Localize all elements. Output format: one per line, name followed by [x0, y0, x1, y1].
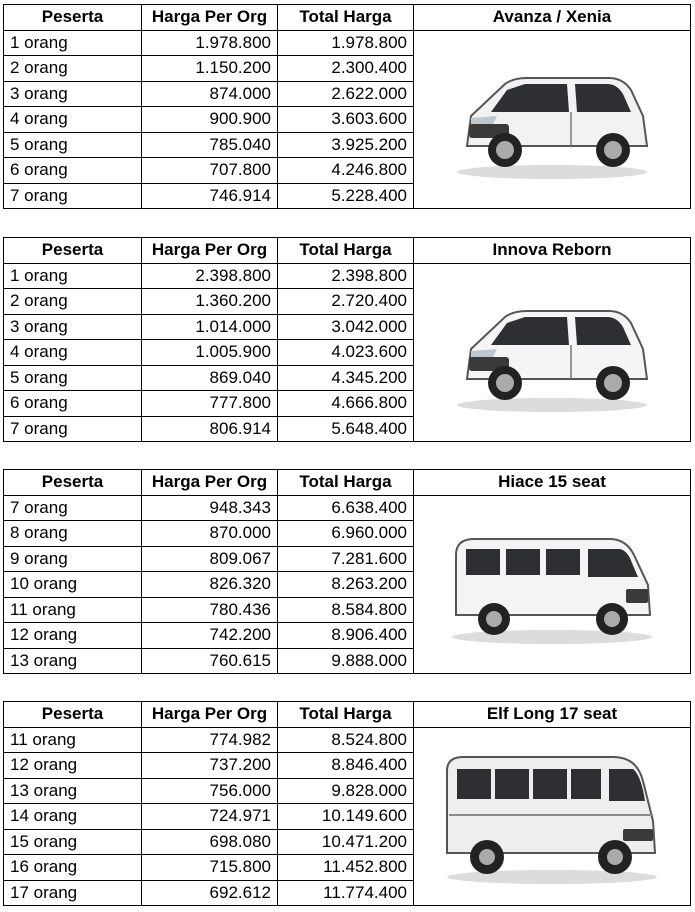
cell-harga-per-org: 774.982 [142, 727, 278, 753]
cell-harga-per-org: 1.005.900 [142, 340, 278, 366]
price-table-block [3, 701, 690, 906]
cell-peserta: 12 orang [4, 623, 142, 649]
cell-total-harga: 9.888.000 [278, 648, 414, 674]
mpv-car-icon [420, 54, 684, 184]
cell-peserta: 6 orang [4, 391, 142, 417]
cell-total-harga: 3.042.000 [278, 314, 414, 340]
cell-peserta: 7 orang [4, 183, 142, 209]
cell-peserta: 6 orang [4, 158, 142, 184]
cell-total-harga: 7.281.600 [278, 546, 414, 572]
cell-total-harga: 4.023.600 [278, 340, 414, 366]
cell-harga-per-org: 756.000 [142, 778, 278, 804]
cell-harga-per-org: 1.150.200 [142, 56, 278, 82]
cell-harga-per-org: 746.914 [142, 183, 278, 209]
cell-peserta: 13 orang [4, 648, 142, 674]
cell-total-harga: 8.906.400 [278, 623, 414, 649]
cell-peserta: 2 orang [4, 56, 142, 82]
table-row [4, 263, 691, 289]
cell-harga-per-org: 777.800 [142, 391, 278, 417]
vehicle-image-cell [414, 727, 691, 906]
vehicle-title: Innova Reborn [414, 238, 691, 264]
price-table [3, 4, 691, 209]
cell-total-harga: 8.524.800 [278, 727, 414, 753]
cell-peserta: 4 orang [4, 107, 142, 133]
cell-peserta: 15 orang [4, 829, 142, 855]
cell-total-harga: 4.666.800 [278, 391, 414, 417]
price-table [3, 469, 691, 674]
cell-harga-per-org: 1.014.000 [142, 314, 278, 340]
cell-peserta: 1 orang [4, 263, 142, 289]
cell-peserta: 1 orang [4, 30, 142, 56]
cell-total-harga: 3.603.600 [278, 107, 414, 133]
cell-total-harga: 6.960.000 [278, 521, 414, 547]
price-table-block [3, 237, 690, 442]
cell-peserta: 11 orang [4, 727, 142, 753]
cell-peserta: 10 orang [4, 572, 142, 598]
header-total-harga: Total Harga [278, 702, 414, 728]
cell-peserta: 9 orang [4, 546, 142, 572]
cell-peserta: 8 orang [4, 521, 142, 547]
cell-peserta: 3 orang [4, 81, 142, 107]
cell-harga-per-org: 1.978.800 [142, 30, 278, 56]
table-row [4, 30, 691, 56]
cell-peserta: 12 orang [4, 753, 142, 779]
cell-total-harga: 4.246.800 [278, 158, 414, 184]
cell-total-harga: 10.149.600 [278, 804, 414, 830]
cell-harga-per-org: 870.000 [142, 521, 278, 547]
cell-total-harga: 3.925.200 [278, 132, 414, 158]
cell-harga-per-org: 809.067 [142, 546, 278, 572]
header-total-harga: Total Harga [278, 470, 414, 496]
header-harga-per-org: Harga Per Org [142, 702, 278, 728]
cell-harga-per-org: 742.200 [142, 623, 278, 649]
cell-harga-per-org: 1.360.200 [142, 289, 278, 315]
header-peserta: Peserta [4, 702, 142, 728]
header-harga-per-org: Harga Per Org [142, 5, 278, 31]
cell-peserta: 5 orang [4, 132, 142, 158]
header-total-harga: Total Harga [278, 238, 414, 264]
cell-peserta: 16 orang [4, 855, 142, 881]
cell-total-harga: 6.638.400 [278, 495, 414, 521]
table-header-row [4, 470, 691, 496]
cell-harga-per-org: 715.800 [142, 855, 278, 881]
table-row [4, 727, 691, 753]
cell-harga-per-org: 692.612 [142, 880, 278, 906]
vehicle-title: Hiace 15 seat [414, 470, 691, 496]
cell-total-harga: 11.774.400 [278, 880, 414, 906]
cell-total-harga: 8.846.400 [278, 753, 414, 779]
header-harga-per-org: Harga Per Org [142, 238, 278, 264]
cell-total-harga: 5.228.400 [278, 183, 414, 209]
cell-harga-per-org: 869.040 [142, 365, 278, 391]
cell-total-harga: 11.452.800 [278, 855, 414, 881]
cell-total-harga: 5.648.400 [278, 416, 414, 442]
mpv-car-icon [420, 287, 684, 417]
cell-peserta: 11 orang [4, 597, 142, 623]
cell-peserta: 4 orang [4, 340, 142, 366]
header-peserta: Peserta [4, 470, 142, 496]
cell-peserta: 17 orang [4, 880, 142, 906]
cell-total-harga: 2.398.800 [278, 263, 414, 289]
vehicle-image-cell [414, 263, 691, 442]
price-table [3, 237, 691, 442]
cell-peserta: 13 orang [4, 778, 142, 804]
cell-harga-per-org: 707.800 [142, 158, 278, 184]
cell-total-harga: 8.584.800 [278, 597, 414, 623]
cell-harga-per-org: 2.398.800 [142, 263, 278, 289]
cell-total-harga: 10.471.200 [278, 829, 414, 855]
cell-peserta: 5 orang [4, 365, 142, 391]
cell-total-harga: 9.828.000 [278, 778, 414, 804]
cell-peserta: 2 orang [4, 289, 142, 315]
table-row [4, 495, 691, 521]
price-table-block [3, 4, 690, 209]
price-table-block [3, 469, 690, 674]
header-peserta: Peserta [4, 238, 142, 264]
cell-harga-per-org: 785.040 [142, 132, 278, 158]
cell-total-harga: 2.720.400 [278, 289, 414, 315]
header-peserta: Peserta [4, 5, 142, 31]
table-header-row [4, 238, 691, 264]
cell-peserta: 7 orang [4, 495, 142, 521]
cell-peserta: 7 orang [4, 416, 142, 442]
cell-harga-per-org: 737.200 [142, 753, 278, 779]
table-header-row [4, 702, 691, 728]
cell-harga-per-org: 724.971 [142, 804, 278, 830]
cell-harga-per-org: 826.320 [142, 572, 278, 598]
cell-harga-per-org: 760.615 [142, 648, 278, 674]
cell-total-harga: 2.622.000 [278, 81, 414, 107]
cell-harga-per-org: 806.914 [142, 416, 278, 442]
cell-total-harga: 4.345.200 [278, 365, 414, 391]
cell-peserta: 14 orang [4, 804, 142, 830]
cell-peserta: 3 orang [4, 314, 142, 340]
cell-harga-per-org: 874.000 [142, 81, 278, 107]
vehicle-title: Elf Long 17 seat [414, 702, 691, 728]
vehicle-image-cell [414, 30, 691, 209]
header-harga-per-org: Harga Per Org [142, 470, 278, 496]
cell-harga-per-org: 948.343 [142, 495, 278, 521]
cell-harga-per-org: 900.900 [142, 107, 278, 133]
minibus-icon [420, 741, 684, 891]
header-total-harga: Total Harga [278, 5, 414, 31]
cell-total-harga: 1.978.800 [278, 30, 414, 56]
cell-total-harga: 2.300.400 [278, 56, 414, 82]
price-table [3, 701, 691, 906]
cell-total-harga: 8.263.200 [278, 572, 414, 598]
table-header-row [4, 5, 691, 31]
vehicle-title: Avanza / Xenia [414, 5, 691, 31]
van-icon [420, 519, 684, 649]
vehicle-image-cell [414, 495, 691, 674]
cell-harga-per-org: 780.436 [142, 597, 278, 623]
cell-harga-per-org: 698.080 [142, 829, 278, 855]
